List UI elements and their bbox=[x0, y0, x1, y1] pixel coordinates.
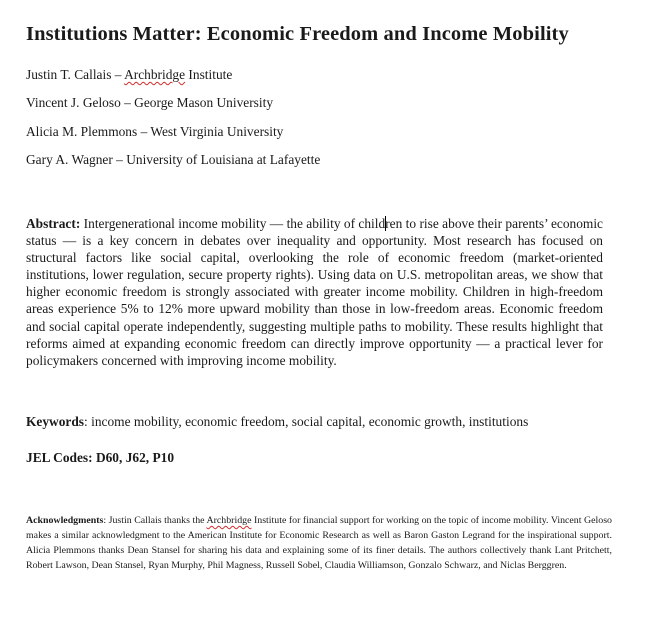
spellcheck-flagged-word[interactable]: Archbridge bbox=[206, 515, 252, 526]
paper-title: Institutions Matter: Economic Freedom and Income Mobility bbox=[26, 23, 569, 45]
author-affiliation: West Virginia University bbox=[150, 124, 284, 139]
author-name: Gary A. Wagner bbox=[26, 152, 113, 167]
keywords-line bbox=[26, 414, 616, 430]
author-name: Alicia M. Plemmons bbox=[26, 124, 138, 139]
author-line bbox=[26, 95, 273, 111]
author-line bbox=[26, 67, 232, 83]
acknowledgments-label: Acknowledgments bbox=[26, 515, 104, 526]
abstract-label: Abstract: bbox=[26, 216, 81, 231]
keywords-label: Keywords bbox=[26, 414, 85, 429]
author-affiliation-suffix: Institute bbox=[185, 67, 233, 82]
abstract-text-continued: ren to rise above their parents’ economic status — is a key concern in debates over inequality and opportunity. Most research has focused on structural factors like social capital, overlooking the role of economic freedom (market-oriented institutions, lower regulation, secure property rights). Using data on U.S. metropolitan areas, we show that higher economic freedom is strongly associated with greater income mobility. Children in high-freedom areas experience 5% to 12% more upward mobility than those in low-freedom areas. Economic freedom and social capital operate independently, suggesting multiple paths to mobility. These results highlight that reforms aimed at expanding economic freedom can directly improve opportunity — a practical lever for policymakers concerned with improving income mobility. bbox=[26, 216, 603, 368]
author-separator: – bbox=[111, 67, 125, 82]
author-separator: – bbox=[120, 95, 135, 110]
abstract-text: Intergenerational income mobility — the ability of child bbox=[80, 216, 386, 231]
jel-codes: JEL Codes: D60, J62, P10 bbox=[26, 450, 175, 465]
author-separator: – bbox=[112, 152, 127, 167]
author-line bbox=[26, 124, 283, 140]
author-separator: – bbox=[137, 124, 151, 139]
author-line bbox=[26, 152, 320, 168]
acknowledgments-text-continued: Institute for financial support for working on the topic of income mobility. Vincent Geloso makes a similar acknowledgment to the American Institute for Economic Research as well as Baron Gaston Legrand for the inspirational support. Alicia Plemmons thanks Dean Stansel for sharing his data and explaining some of its finer details. The authors collectively thank Lant Pritchett, Robert Lawson, Dean Stansel, Ryan Murphy, Phil Magness, Russell Sobel, Claudia Williamson, Gonzalo Schwarz, and Niclas Berggren. bbox=[26, 515, 612, 571]
acknowledgments-paragraph[interactable] bbox=[26, 514, 612, 574]
author-name: Justin T. Callais bbox=[26, 67, 112, 82]
keywords-text: : income mobility, economic freedom, social capital, economic growth, institutions bbox=[84, 414, 529, 429]
abstract-paragraph[interactable] bbox=[26, 215, 603, 369]
author-name: Vincent J. Geloso bbox=[26, 95, 121, 110]
author-affiliation: University of Louisiana at Lafayette bbox=[126, 152, 321, 167]
author-affiliation: George Mason University bbox=[134, 95, 274, 110]
acknowledgments-text: : Justin Callais thanks the bbox=[103, 515, 207, 526]
spellcheck-flagged-word[interactable]: Archbridge bbox=[124, 67, 186, 82]
